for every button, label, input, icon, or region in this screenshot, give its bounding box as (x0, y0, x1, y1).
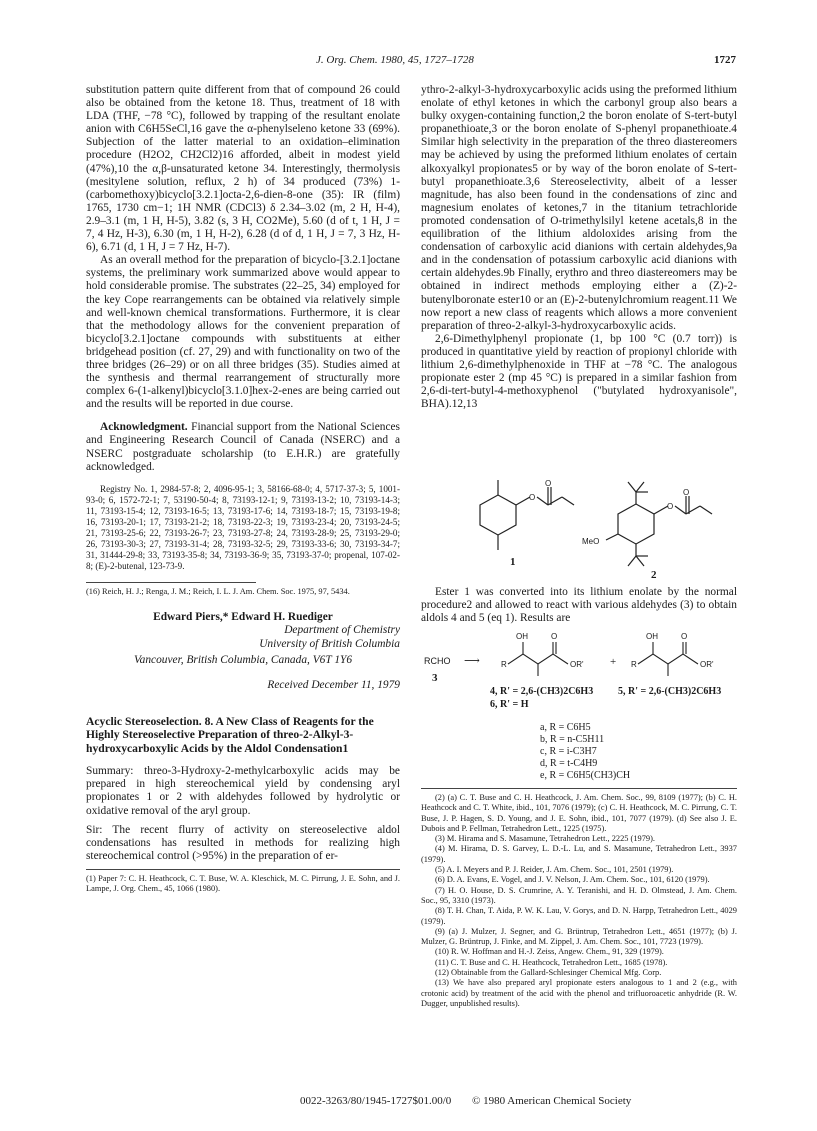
body-paragraph: ythro-2-alkyl-3-hydroxycarboxylic acids using the preformed lithium enolate of ethyl ketones in which the carbonyl group also bears a bulky oxygen-containing function,2 the boron enolate of S-tert-butyl propanethioate,3 or the boron enolate of S-phenyl propanethioate.4 Similar high selectivity in the preparation of the threo diastereomers may be achieved by using the preformed lithium enolates of certain alkoxyalkyl propionates5 or by way of the boron enolate of S-tert-butyl propanethioate.3,6 Stereoselectivity, albeit of a lesser magnitude, has also been found in the condensations of zinc and magnesium enolates of ketones,7 in the titanium tetrachloride promoted condensation of O-trimethylsilyl ketene acetals,8 in the equilibration of the lithium aldoloxides arising from the condensation of carboxylic acid dianions with certain aldehydes,9a and in the condensation of potassium carboxylic acid dianions with certain aldehydes.9b Finally, erythro and threo diastereomers may be obtained in indirect methods employing either a (Z)-2-butenylboronate ester10 or an (E)-2-butenylchromium reagent.11 We now report a new class of reagents which allows a more convenient preparation of threo-2-alkyl-3-hydroxycarboxylic acids. (421, 84, 738, 332)
footnote-2: (2) (a) C. T. Buse and C. H. Heathcock, J. Am. Chem. Soc., 99, 8109 (1977); (b) C. H. Heathcock and C. T. White, ibid., 101, 7076 (1979); (c) C. H. Heathcock, M. C. Pirrung, C. T. Buse, J. P. Hagen, S. D. Young, and J. E. Sohn, ibid., 101, 7077 (1979). (d) See also J. E. Dubois and P. Fellman, Tetrahedron Lett., 1225 (1975). (421, 793, 737, 833)
meo-label: MeO (582, 537, 600, 546)
eq-r-5: R (631, 660, 637, 669)
structure-2-label: 2 (651, 569, 657, 581)
substituent-a: a, R = C6H5 (540, 722, 591, 733)
footnote-6: (6) D. A. Evans, E. Vogel, and J. V. Nelson, J. Am. Chem. Soc., 101, 6120 (1979). (435, 875, 710, 885)
equation-1 (424, 632, 740, 722)
structure-1-label: 1 (510, 556, 516, 568)
footnote-4: (4) M. Hirama, D. S. Garvey, L. D.-L. Lu, and S. Masamune, Tetrahedron Lett., 3937 (1979). (421, 844, 737, 864)
footnote-10: (10) R. W. Hoffman and H.-J. Zeiss, Angew. Chem., 91, 329 (1979). (435, 947, 664, 957)
acknowledgment (86, 421, 400, 473)
structure-2-drawing (588, 474, 738, 579)
left-column (86, 84, 400, 894)
running-header (86, 54, 736, 68)
footnote-11: (11) C. T. Buse and C. H. Heathcock, Tetrahedron Lett., 1685 (1978). (435, 957, 668, 967)
structure-1 (458, 480, 578, 570)
substituent-d: d, R = t-C4H9 (540, 758, 598, 769)
journal-citation: J. Org. Chem. 1980, 45, 1727–1728 (316, 54, 474, 66)
svg-text:O: O (667, 502, 674, 511)
substituent-list (540, 722, 710, 782)
right-footnotes (421, 788, 737, 1009)
footnote-3: (3) M. Hirama and S. Masamune, Tetrahedron Lett., 2225 (1979). (435, 834, 655, 844)
substituent-b: b, R = n-C5H11 (540, 734, 605, 745)
page-number: 1727 (714, 54, 736, 66)
body-paragraph: 2,6-Dimethylphenyl propionate (1, bp 100 °C (0.7 torr)) is produced in quantitative yield by reaction of propionyl chloride with lithium 2,6-dimethylphenoxide in THF at −78 °C. The analogous propionate ester 2 (mp 45 °C) is prepared in a similar fashion from 2,6-di-tert-butyl-4-methoxyphenol ("butylated hydroxyanisole", BHA).12,13 (421, 332, 737, 411)
page-footer (300, 1095, 720, 1107)
eq-oh-5: OH (646, 632, 658, 641)
eq-r-4: R (501, 660, 507, 669)
footnote-8: (8) T. H. Chan, T. Aida, P. W. K. Lau, V. Gorys, and D. N. Harpp, Tetrahedron Lett., 4029 (1979). (421, 906, 737, 926)
received-date: Received December 11, 1979 (267, 679, 400, 692)
footnote-7: (7) H. O. House, D. S. Crumrine, A. Y. Teranishi, and H. D. Olmstead, J. Am. Chem. Soc., 95, 3310 (1973). (421, 885, 737, 905)
eq-o-4: O (551, 632, 558, 641)
footer-copyright: © 1980 American Chemical Society (472, 1095, 632, 1107)
body-paragraph: substitution pattern quite different from that of compound 26 could also be obtained from the ketone 18. Thus, treatment of 18 with LDA (THF, −78 °C), followed by trapping of the resultant enolate anion with C6H5SeCl,16 gave the α-phenylseleno ketone 33 (69%). Subjection of the latter material to an oxidation–elimination procedure (H2O2, CH2Cl2)16 afforded, albeit in modest yield (47%),10 the α,β-unsaturated ketone 34. Interestingly, thermolysis (mesitylene solution, reflux, 2 h) of 34 produced (73%) 1-(carbomethoxy)bicyclo[3.2.1]octa-2,6-dien-8-one (35): IR (film) 1765, 1730 cm−1; 1H NMR (CDCl3) δ 2.34–3.02 (m, 2 H, H-4), 2.9–3.1 (m, 1 H, H-5), 3.82 (s, 3 H, CO2Me), 5.60 (d of t, 1 H, J = 7, 4 Hz, H-3), 6.30 (m, 1 H, H-2), 6.28 (d of d, 1 H, J = 7, 3 Hz, H-6), 6.71 (d, 1 H, J = 7 Hz, H-7). (86, 84, 400, 254)
svg-text:O: O (683, 488, 690, 497)
footnote-13: (13) We have also prepared aryl propionate esters analogous to 1 and 2 (e.g., with crotonic acid) by treatment of the acid with the phenol and trifluoroacetic anhydride (R. W. Dugger, unpublished results). (421, 978, 737, 1008)
eq-rcho: RCHO (424, 656, 451, 666)
author-line: Edward Piers,* Edward H. Ruediger (153, 611, 333, 624)
eq-aldol-structures (498, 634, 738, 684)
acknowledgment-text: Financial support from the National Sciences and Engineering Research Council of Canada (NSERC) and a NSERC postgraduate scholarship (to E.H.R.) are gratefully acknowledged. (86, 421, 400, 473)
eq-plus: + (610, 656, 617, 668)
acknowledgment-heading: Acknowledgment. (100, 421, 188, 434)
substituent-e: e, R = C6H5(CH3)CH (540, 770, 631, 781)
body-paragraph: As an overall method for the preparation of bicyclo-[3.2.1]octane systems, the preliminary work summarized above would appear to hold considerable promise. The substrates (22–25, 34) employed for the key Cope rearrangements can be obtained via relatively simple and well-known chemical transformations. Furthermore, it is clear that the methodology allows for the convenient preparation of bicyclo[3.2.1]octane compounds with substituents at either bridgehead position (cf. 27, 29) and with functionality on two of the three bridges (26–29) or on all three bridges (35). Studies aimed at the synthesis and thermal rearrangement of structurally more complex 6-(1-alkenyl)bicyclo[3.1.0]hex-2-enes are being carried out and the results will be reported in due course. (86, 254, 400, 411)
footnote-16: (16) Reich, H. J.; Renga, J. M.; Reich, I. L. J. Am. Chem. Soc. 1975, 97, 5434. (86, 586, 350, 596)
footnote-1: (1) Paper 7: C. H. Heathcock, C. T. Buse, W. A. Kleschick, M. C. Pirrung, J. E. Sohn, and J. Lampe, J. Org. Chem., 45, 1066 (1980). (86, 873, 400, 894)
substituent-c: c, R = i-C3H7 (540, 746, 597, 757)
eq-three: 3 (432, 672, 438, 684)
footer-code: 0022-3263/80/1945-1727$01.00/0 (300, 1095, 452, 1107)
article-title: Acyclic Stereoselection. 8. A New Class of Reagents for the Highly Stereoselective Preparation of threo-2-Alkyl-3-hydroxycarboxylic Acids by the Aldol Condensation1 (86, 715, 374, 755)
footnote-5: (5) A. I. Meyers and P. J. Reider, J. Am. Chem. Soc., 101, 2501 (1979). (435, 865, 674, 875)
footnote-rule (86, 582, 256, 583)
eq-label-6: 6, R' = H (490, 699, 529, 710)
affiliation-dept: Department of Chemistry (284, 624, 400, 637)
footnote-rule (86, 869, 400, 870)
svg-text:O: O (529, 493, 536, 502)
structure-2 (582, 474, 738, 581)
footnote-9: (9) (a) J. Mulzer, J. Segner, and G. Brüntrup, Tetrahedron Lett., 4651 (1977); (b) J. Mulzer, G. Brüntrup, J. Finke, and M. Zippel, J. Am. Chem. Soc., 101, 7723 (1979). (421, 926, 737, 947)
eq-label-4: 4, R' = 2,6-(CH3)2C6H3 (490, 686, 594, 697)
affiliation-city: Vancouver, British Columbia, Canada, V6T 1Y6 (133, 654, 353, 667)
footnote-12: (12) Obtainable from the Gallard-Schlesinger Chemical Mfg. Corp. (435, 968, 662, 978)
sir-paragraph: Sir: The recent flurry of activity on stereoselective aldol condensations has resulted in methods for realizing high stereochemical control (>95%) in the preparation of er- (86, 823, 400, 862)
eq-or-4: OR' (570, 660, 584, 669)
registry-numbers: Registry No. 1, 2984-57-8; 2, 4096-95-1; 3, 58166-68-0; 4, 5717-37-3; 5, 1001-93-0; 6, 1572-72-1; 7, 53190-50-4; 8, 73193-12-1; 9, 73193-13-2; 10, 73193-14-3; 11, 73193-15-4; 12, 73193-16-5; 13, 73193-17-6; 14, 73193-18-7; 15, 73193-19-8; 16, 73193-20-1; 17, 73193-21-2; 18, 73193-22-3; 19, 73193-23-4; 20, 73193-24-5; 21, 73193-25-6; 22, 73193-26-7; 23, 73193-27-8; 24, 73193-28-9; 25, 73193-29-0; 26, 73193-30-3; 27, 73193-31-4; 28, 73193-32-5; 29, 73193-33-6; 30, 73193-34-7; 31, 31444-29-8; 33, 73193-35-8; 34, 73193-36-9; 35, 73193-37-0; propenal, 107-02-8; (E)-2-butenal, 123-73-9. (86, 483, 400, 571)
summary: Summary: threo-3-Hydroxy-2-methylcarboxylic acids may be prepared in high stereochemical yield by condensing aryl propionates 1 or 2 with aldehydes followed by hydrolytic or oxidative removal of the aryl group. (86, 765, 400, 817)
right-column (421, 84, 737, 411)
structure-1-drawing (458, 480, 578, 570)
eq-arrow: ⟶ (464, 655, 480, 667)
eq-or-5: OR' (700, 660, 714, 669)
eq-o-5: O (681, 632, 688, 641)
body-paragraph: Ester 1 was converted into its lithium enolate by the normal procedure2 and allowed to react with various aldehydes (3) to obtain aldols 4 and 5 (eq 1). Results are (421, 586, 737, 625)
footnote-rule (421, 788, 737, 789)
eq-label-5: 5, R' = 2,6-(CH3)2C6H3 (618, 686, 722, 697)
affiliation-university: University of British Columbia (259, 638, 400, 651)
right-column-lower (421, 586, 737, 625)
eq-oh-4: OH (516, 632, 528, 641)
svg-text:O: O (545, 480, 552, 488)
